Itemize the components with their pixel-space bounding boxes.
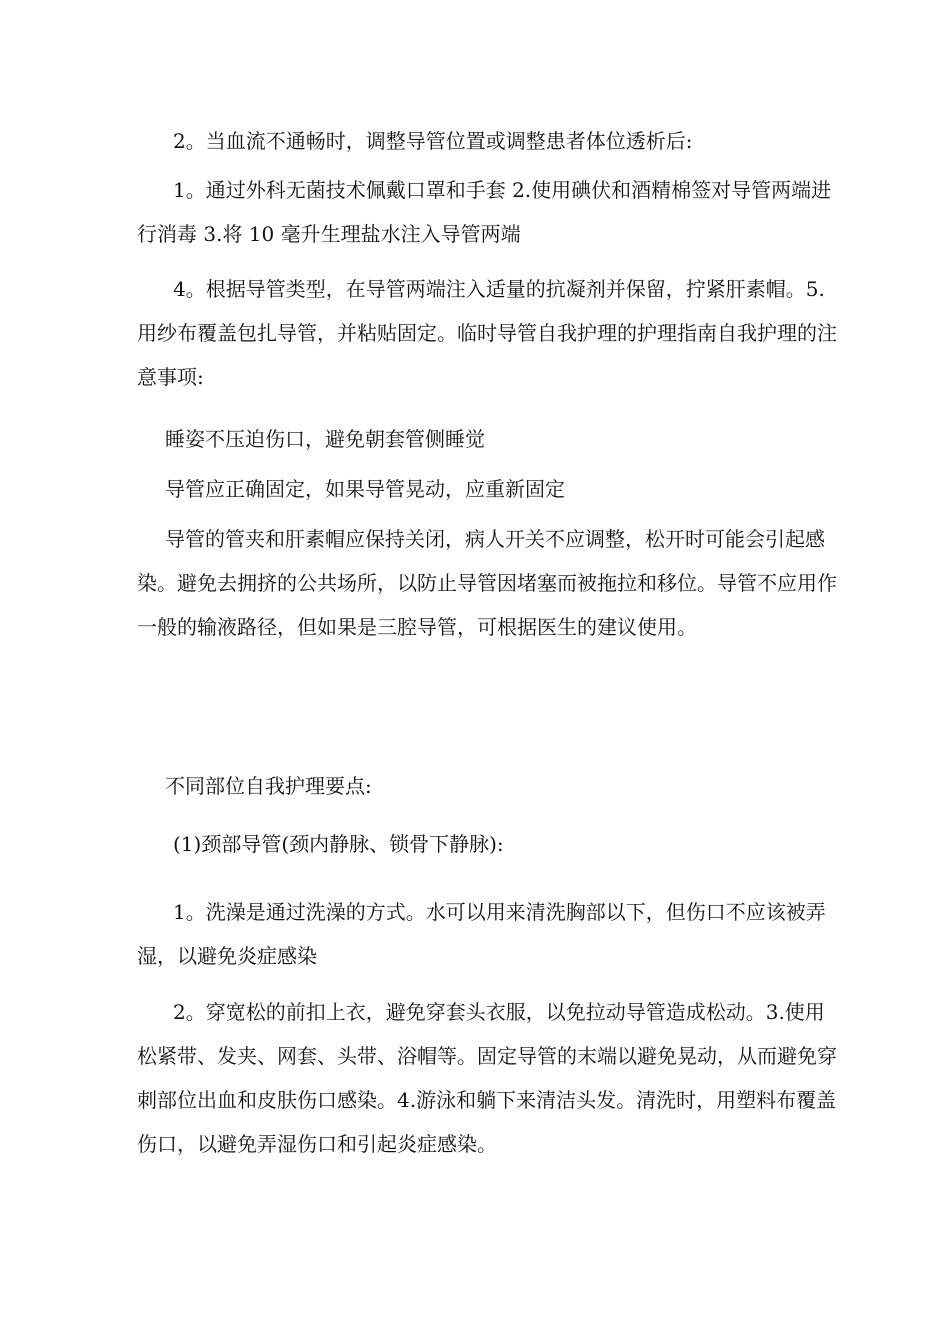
paragraph-bathing: 1。洗澡是通过洗澡的方式。水可以用来清洗胸部以下，但伤口不应该被弄湿，以避免炎症感染	[137, 900, 826, 968]
section-heading-care-points: 不同部位自我护理要点:	[165, 774, 372, 798]
paragraph-sleep-posture: 睡姿不压迫伤口，避免朝套管侧睡觉	[165, 427, 485, 451]
paragraph-fixation: 导管应正确固定，如果导管晃动，应重新固定	[165, 477, 565, 501]
paragraph-clamp-cap: 导管的管夹和肝素帽应保持关闭，病人开关不应调整，松开时可能会引起感染。避免去拥挤的公共场所，以防止导管因堵塞而被拖拉和移位。导管不应用作一般的输液路径，但如果是三腔导管，可根据医生的建议使用。	[137, 527, 837, 639]
subheading-neck-catheter: (1)颈部导管(颈内静脉、锁骨下静脉):	[173, 832, 504, 856]
paragraph-disinfection: 1。通过外科无菌技术佩戴口罩和手套 2.使用碘伏和酒精棉签对导管两端进行消毒 3.将 10 毫升生理盐水注入导管两端	[137, 178, 832, 246]
paragraph-blood-flow: 2。当血流不通畅时，调整导管位置或调整患者体位透析后:	[173, 129, 693, 153]
paragraph-anticoagulant: 4。根据导管类型，在导管两端注入适量的抗凝剂并保留，拧紧肝素帽。5.用纱布覆盖包扎导管，并粘贴固定。临时导管自我护理的护理指南自我护理的注意事项:	[137, 277, 837, 389]
paragraph-clothing-hair: 2。穿宽松的前扣上衣，避免穿套头衣服，以免拉动导管造成松动。3.使用松紧带、发夹、网套、头带、浴帽等。固定导管的末端以避免晃动，从而避免穿刺部位出血和皮肤伤口感染。4.游泳和躺下来清洁头发。清洗时，用塑料布覆盖伤口，以避免弄湿伤口和引起炎症感染。	[137, 1000, 837, 1156]
